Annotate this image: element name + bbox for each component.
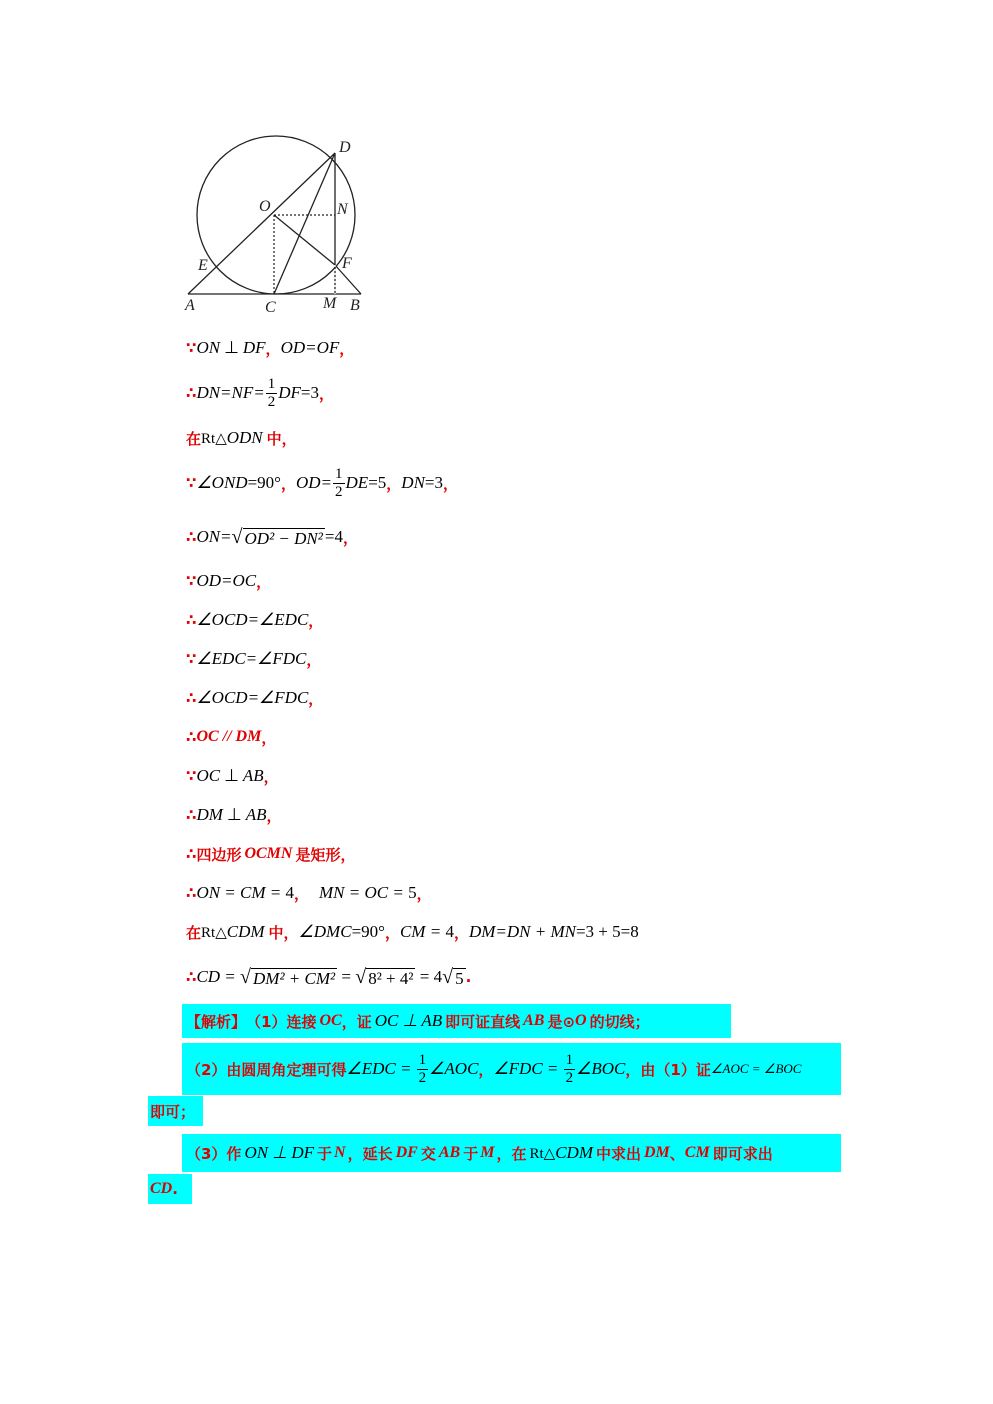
comma: ， (308, 689, 324, 708)
expr: AB (242, 766, 264, 785)
segment-ad (188, 153, 335, 294)
line-1 (186, 333, 354, 363)
text: ，在 (496, 1144, 527, 1163)
quadrilateral-name: OCMN (244, 845, 293, 862)
line-8 (186, 644, 321, 674)
text: 在 (186, 923, 202, 942)
because-symbol: ∵ (186, 339, 197, 357)
label-b: B (350, 297, 360, 314)
line-10 (186, 722, 276, 752)
line-14 (186, 878, 432, 908)
expr: DM=DN + MN (468, 922, 576, 941)
comma: ， (416, 884, 432, 903)
perp-symbol: ⊥ (224, 338, 239, 357)
value: =3 (300, 383, 319, 402)
text: 、 (669, 1144, 685, 1163)
expr: ∠OCD=∠EDC (196, 610, 309, 629)
parallel-statement: OC // DM (196, 728, 262, 745)
text: 中， (266, 429, 297, 448)
text: （2）由圆周角定理可得 (186, 1060, 347, 1079)
label-c: C (265, 299, 276, 316)
text: 于 (463, 1144, 479, 1163)
therefore-symbol: ∴ (186, 845, 197, 863)
comma: ， (443, 474, 459, 493)
expr: DE (345, 473, 369, 492)
text: OC (319, 1012, 342, 1029)
text: 四边形 (196, 845, 242, 864)
rt-triangle: Rt△ (201, 924, 227, 941)
square-root: √ 8² + 4² (355, 965, 414, 988)
expr: DN (401, 473, 425, 492)
expr: DF (242, 338, 266, 357)
text: ，延长 (347, 1144, 393, 1163)
text: 于 (317, 1144, 333, 1163)
because-symbol: ∵ (186, 650, 197, 668)
expr: ∠DMC (298, 922, 352, 941)
because-symbol: ∵ (186, 572, 197, 590)
expr: ∠AOC = ∠BOC (710, 1061, 802, 1076)
comma: ， (319, 384, 335, 403)
expr: ∠AOC (429, 1059, 479, 1078)
comma: ， (308, 611, 324, 630)
comma: ， (339, 339, 355, 358)
value: 4 (285, 883, 294, 902)
perp-symbol: ⊥ (224, 766, 239, 785)
expr: AB (245, 805, 267, 824)
text: （3）作 (186, 1144, 242, 1163)
equals: = (337, 967, 356, 986)
line-4 (186, 462, 458, 504)
label-f: F (342, 255, 352, 272)
comma: ， (265, 339, 281, 358)
therefore-symbol: ∴ (186, 806, 197, 824)
expr: MN = OC = (319, 883, 409, 902)
text: DF (395, 1144, 418, 1161)
therefore-symbol: ∴ (186, 884, 197, 902)
analysis-line-2 (186, 1046, 801, 1092)
analysis-line-1 (186, 1006, 650, 1036)
text: 的切线； (589, 1012, 650, 1031)
analysis-line-3b (150, 1174, 178, 1204)
label-a: A (185, 297, 195, 314)
analysis-line-3 (186, 1138, 773, 1168)
square-root: √ 5 (442, 965, 464, 988)
label-n: N (337, 201, 348, 218)
expr: ODN (226, 428, 263, 447)
segment-db (335, 153, 361, 294)
expr: OD=OF (280, 338, 340, 357)
text: 是⊙ (547, 1012, 576, 1031)
comma: ， (306, 650, 322, 669)
expr: CD = (196, 967, 241, 986)
expr: DM (196, 805, 223, 824)
value: = 4 (415, 967, 443, 986)
therefore-symbol: ∴ (186, 728, 197, 746)
label-o: O (259, 198, 271, 215)
square-root: √ DM² + CM² (240, 965, 336, 988)
therefore-symbol: ∴ (186, 528, 197, 546)
fraction-half: $\frac{1}{2}$ (565, 1051, 574, 1086)
expr: ∠EDC = (346, 1059, 416, 1078)
line-12 (186, 800, 282, 830)
perp-symbol: ⊥ (226, 805, 242, 824)
fraction-half: $\frac{1}{2}$ (267, 375, 276, 410)
line-5 (186, 522, 358, 552)
expr: CDM (555, 1143, 593, 1162)
value: 4 (445, 922, 454, 941)
text: CD (150, 1180, 173, 1197)
because-symbol: ∵ (186, 474, 197, 492)
analysis-heading: 【解析】 (186, 1012, 247, 1031)
text: 是矩形， (295, 845, 356, 864)
expr: OD=OC (196, 571, 257, 590)
text: 即可； (150, 1102, 196, 1121)
comma: ， (342, 528, 358, 547)
text: 在 (186, 429, 202, 448)
because-symbol: ∵ (186, 767, 197, 785)
line-15 (186, 917, 639, 947)
label-m: M (323, 295, 337, 312)
analysis-line-2b (150, 1096, 195, 1126)
expr: ∠EDC=∠FDC (196, 649, 307, 668)
text: CM (684, 1144, 710, 1161)
expr: CDM (226, 922, 265, 941)
label-e: E (198, 257, 208, 274)
comma: ， (280, 474, 296, 493)
line-9 (186, 683, 323, 713)
value: 5 (408, 883, 417, 902)
fraction-half: $\frac{1}{2}$ (335, 465, 343, 500)
value: =3 + 5=8 (575, 922, 639, 941)
value: =5 (368, 473, 387, 492)
value: =3 (424, 473, 444, 492)
text: 即可证直线 (445, 1012, 521, 1031)
therefore-symbol: ∴ (186, 384, 197, 402)
line-6 (186, 566, 271, 596)
expr: OC ⊥ AB (374, 1011, 443, 1030)
line-16 (186, 962, 471, 992)
expr: ON ⊥ DF (244, 1143, 315, 1162)
line-2 (186, 372, 334, 414)
geometry-figure (180, 128, 370, 318)
period: . (465, 968, 472, 986)
text: 中， (268, 923, 299, 942)
comma: ， (266, 806, 282, 825)
line-7 (186, 605, 323, 635)
expr: ON (196, 338, 221, 357)
expr: ON = CM = (196, 883, 286, 902)
text: ，证 (341, 1012, 372, 1031)
expr: OC (196, 766, 221, 785)
expr: CM = (399, 922, 446, 941)
text: 中求出 (595, 1144, 641, 1163)
text: DM (644, 1144, 670, 1161)
segment-dc (274, 153, 335, 294)
comma: ， (453, 923, 469, 942)
comma: ， (261, 728, 277, 747)
value: =90° (351, 922, 385, 941)
expr: ∠BOC (576, 1059, 626, 1078)
expr: DF (278, 383, 301, 402)
text: N (334, 1144, 346, 1161)
text: AB (523, 1012, 545, 1029)
value: =90° (247, 473, 281, 492)
line-11 (186, 761, 279, 791)
text: M (480, 1144, 495, 1161)
comma: ， (384, 923, 400, 942)
text: （1）连接 (246, 1012, 317, 1031)
square-root: √ OD² − DN² (231, 525, 323, 548)
fraction-half: $\frac{1}{2}$ (418, 1051, 427, 1086)
period: . (172, 1180, 178, 1198)
rt-triangle: Rt△ (529, 1145, 556, 1162)
comma: ， (263, 767, 279, 786)
expr: OD= (295, 473, 333, 492)
comma: ， (386, 474, 402, 493)
therefore-symbol: ∴ (186, 689, 197, 707)
expr: ∠FDC = (493, 1059, 563, 1078)
text: 即可求出 (712, 1144, 773, 1163)
expr: ∠OCD=∠FDC (196, 688, 309, 707)
therefore-symbol: ∴ (186, 968, 197, 986)
therefore-symbol: ∴ (186, 611, 197, 629)
text: ， (478, 1060, 494, 1079)
line-3 (186, 423, 297, 453)
text: O (575, 1012, 587, 1029)
comma: ， (256, 572, 272, 591)
text: ，由（1）证 (625, 1060, 711, 1079)
expr: ∠OND (196, 473, 248, 492)
expr: DN=NF= (196, 383, 265, 402)
expr: ON= (196, 527, 232, 546)
value: =4 (324, 527, 343, 546)
text: AB (438, 1144, 461, 1161)
line-13 (186, 839, 355, 869)
comma: ， (294, 884, 310, 903)
rt-triangle: Rt△ (201, 430, 227, 447)
label-d: D (339, 139, 351, 156)
text: 交 (420, 1144, 436, 1163)
